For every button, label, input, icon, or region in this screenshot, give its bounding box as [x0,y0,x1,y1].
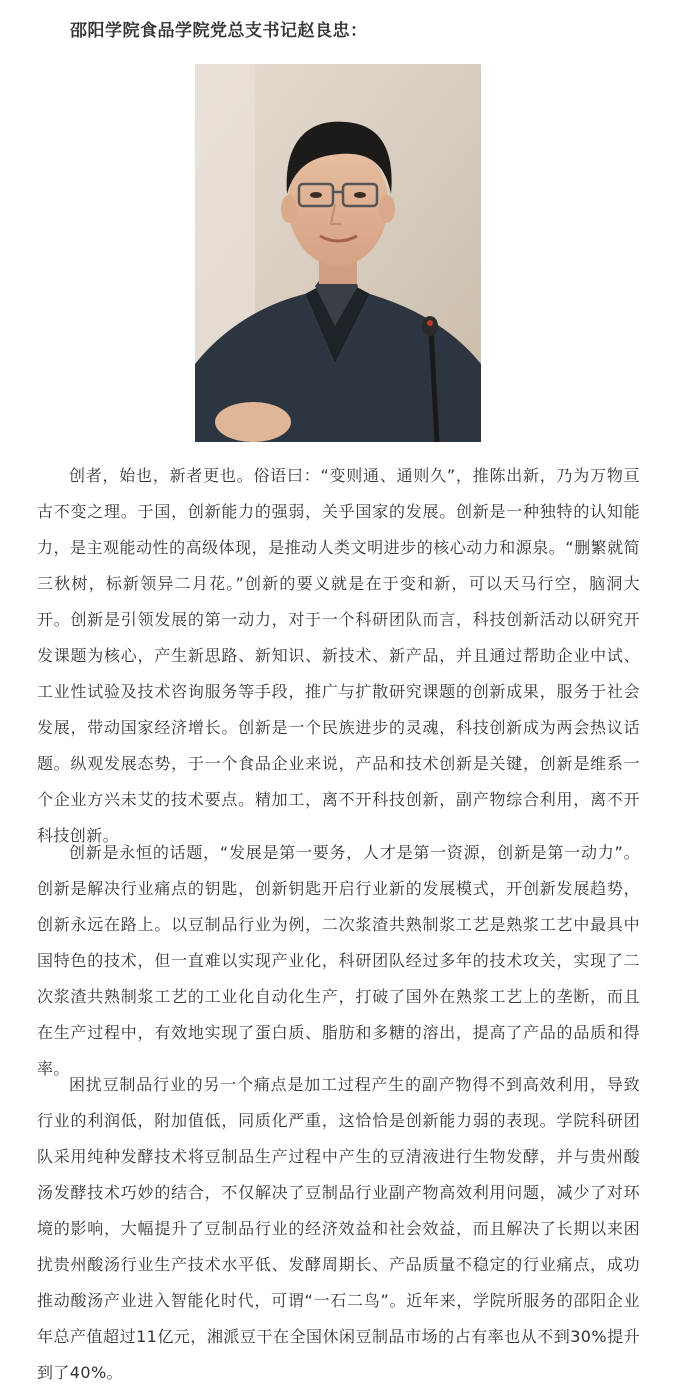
body-paragraph: 创新是永恒的话题，“发展是第一要务，人才是第一资源，创新是第一动力”。创新是解决行业痛点的钥匙，创新钥匙开启行业新的发展模式，开创新发展趋势，创新永远在路上。以豆制品行业为例，二次浆渣共熟制浆工艺是熟浆工艺中最具中国特色的技术，但一直难以实现产业化，科研团队经过多年的技术攻关，实现了二次浆渣共熟制浆工艺的工业化自动化生产，打破了国外在熟浆工艺上的垄断，而且在生产过程中，有效地实现了蛋白质、脂肪和多糖的溶出，提高了产品的品质和得率。 [37,843,640,1078]
body-paragraph: 困扰豆制品行业的另一个痛点是加工过程产生的副产物得不到高效利用，导致行业的利润低，附加值低，同质化严重，这恰恰是创新能力弱的表现。学院科研团队采用纯种发酵技术将豆制品生产过程中产生的豆清液进行生物发酵，并与贵州酸汤发酵技术巧妙的结合，不仅解决了豆制品行业副产物高效利用问题，减少了对环境的影响，大幅提升了豆制品行业的经济效益和社会效益，而且解决了长期以来困扰贵州酸汤行业生产技术水平低、发酵周期长、产品质量不稳定的行业痛点，成功推动酸汤产业进入智能化时代，可谓“一石二鸟”。近年来，学院所服务的邵阳企业年总产值超过11亿元，湘派豆干在全国休闲豆制品市场的占有率也从不到30%提升到了40%。 [37,1075,640,1382]
portrait-photo [195,64,481,442]
body-paragraph: 创者，始也，新者更也。俗语曰：“变则通、通则久”，推陈出新，乃为万物亘古不变之理。于国，创新能力的强弱，关乎国家的发展。创新是一种独特的认知能力，是主观能动性的高级体现，是推动人类文明进步的核心动力和源泉。“删繁就简三秋树，标新领异二月花。”创新的要义就是在于变和新，可以天马行空，脑洞大开。创新是引领发展的第一动力，对于一个科研团队而言，科技创新活动以研究开发课题为核心，产生新思路、新知识、新技术、新产品，并且通过帮助企业中试、工业性试验及技术咨询服务等手段，推广与扩散研究课题的创新成果，服务于社会发展，带动国家经济增长。创新是一个民族进步的灵魂，科技创新成为两会热议话题。纵观发展态势，于一个食品企业来说，产品和技术创新是关键，创新是维系一个企业方兴未艾的技术要点。精加工，离不开科技创新，副产物综合利用，离不开科技创新。 [37,466,640,845]
article-heading: 邵阳学院食品学院党总支书记赵良忠： [70,21,368,41]
